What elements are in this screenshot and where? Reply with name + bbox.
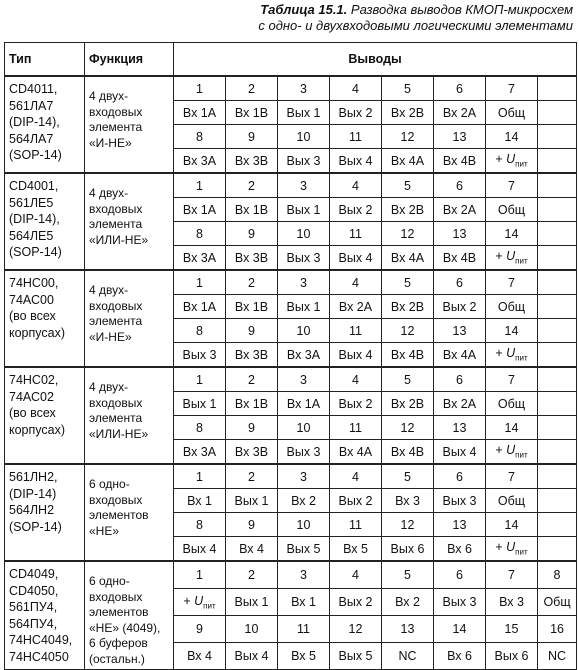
pin-signal-cell: Вх 1А (174, 295, 226, 319)
caption-line1: Разводка выводов КМОП-микросхем (347, 2, 573, 17)
pin-signal-cell: Вых 1 (278, 295, 330, 319)
pinout-table (4, 42, 577, 670)
chip-type-cell: CD4011, 561ЛА7 (DIP-14), 564ЛА7 (SOP-14) (5, 76, 85, 173)
pin-number-cell: 12 (382, 416, 434, 440)
pin-number-cell: 1 (174, 464, 226, 489)
pin-number-cell: 2 (226, 367, 278, 392)
pin-signal-cell: Вх 1В (226, 101, 278, 125)
pin-number-cell: 13 (434, 513, 486, 537)
pin-signal-cell (538, 392, 577, 416)
pin-number-cell: 6 (434, 173, 486, 198)
pin-signal-cell: Вх 3 (486, 589, 538, 616)
pin-signal-cell: + $U_{пит}$ (486, 343, 538, 368)
pin-signal-cell: Вых 6 (382, 537, 434, 562)
pin-signal-cell: Вых 1 (278, 198, 330, 222)
header-row (5, 43, 577, 77)
pin-signal-cell: Вх 1В (226, 295, 278, 319)
table-row (5, 367, 577, 392)
pin-number-cell: 14 (486, 222, 538, 246)
pin-number-cell: 2 (226, 464, 278, 489)
pin-number-cell: 13 (382, 616, 434, 643)
pin-signal-cell: Общ (486, 489, 538, 513)
chip-function-cell: 4 двух- входовых элемента «ИЛИ-НЕ» (85, 367, 174, 464)
pin-number-cell (538, 222, 577, 246)
pin-number-cell: 8 (174, 125, 226, 149)
pin-number-cell: 11 (278, 616, 330, 643)
pin-number-cell: 1 (174, 173, 226, 198)
pin-number-cell: 3 (278, 173, 330, 198)
pin-signal-cell: Вых 1 (174, 392, 226, 416)
pin-number-cell: 9 (226, 416, 278, 440)
pin-number-cell: 10 (278, 319, 330, 343)
pin-number-cell: 9 (226, 513, 278, 537)
pin-signal-cell: Вых 5 (278, 537, 330, 562)
table-row (5, 464, 577, 489)
pin-number-cell: 10 (278, 416, 330, 440)
pin-signal-cell: Вх 3В (226, 149, 278, 174)
pin-number-cell: 8 (174, 416, 226, 440)
pin-number-cell: 16 (538, 616, 577, 643)
pin-signal-cell: Вх 2В (382, 295, 434, 319)
pin-signal-cell: Вых 3 (434, 489, 486, 513)
pin-number-cell: 6 (434, 561, 486, 589)
pin-number-cell: 1 (174, 270, 226, 295)
pin-number-cell (538, 513, 577, 537)
pin-signal-cell: + $U_{пит}$ (174, 589, 226, 616)
pin-signal-cell: Вх 3В (226, 343, 278, 368)
chip-function-cell: 6 одно- входовых элементов «НЕ» (85, 464, 174, 561)
pin-number-cell: 1 (174, 561, 226, 589)
pin-number-cell: 4 (330, 173, 382, 198)
pin-number-cell: 9 (226, 222, 278, 246)
pin-signal-cell: Вх 4 (226, 537, 278, 562)
pin-signal-cell: Вых 1 (226, 489, 278, 513)
pin-signal-cell (538, 295, 577, 319)
pin-signal-cell: Вх 2А (434, 198, 486, 222)
pin-signal-cell: Вх 3А (278, 343, 330, 368)
pin-number-cell: 12 (382, 222, 434, 246)
pin-number-cell: 10 (278, 222, 330, 246)
pin-signal-cell: Вх 4 (174, 643, 226, 670)
pin-signal-cell: Вх 1А (278, 392, 330, 416)
table-row (5, 561, 577, 589)
pin-number-cell: 7 (486, 173, 538, 198)
pin-number-cell: 6 (434, 367, 486, 392)
pin-signal-cell: Вх 5 (330, 537, 382, 562)
pin-signal-cell: + $U_{пит}$ (486, 537, 538, 562)
pin-signal-cell: Вх 4В (382, 440, 434, 465)
pin-number-cell: 8 (174, 513, 226, 537)
pin-number-cell: 4 (330, 561, 382, 589)
pin-signal-cell: Вх 1 (174, 489, 226, 513)
pin-number-cell: 5 (382, 561, 434, 589)
chip-type-cell: CD4049, CD4050, 561ПУ4, 564ПУ4, 74НС4049, 74НС4050 (5, 561, 85, 670)
pin-number-cell: 3 (278, 270, 330, 295)
pin-number-cell (538, 270, 577, 295)
pin-signal-cell: Вх 2В (382, 198, 434, 222)
pin-signal-cell: Вх 3 (382, 489, 434, 513)
pin-number-cell: 11 (330, 125, 382, 149)
pin-signal-cell (538, 537, 577, 562)
pin-signal-cell: Вх 2А (434, 392, 486, 416)
pin-signal-cell: Вх 2А (434, 101, 486, 125)
pin-number-cell: 2 (226, 76, 278, 101)
pin-signal-cell: Вх 4В (434, 246, 486, 271)
pin-signal-cell: Вх 3В (226, 440, 278, 465)
pin-signal-cell: Вых 4 (330, 246, 382, 271)
pin-number-cell: 9 (174, 616, 226, 643)
table-row (5, 173, 577, 198)
pin-number-cell: 6 (434, 464, 486, 489)
pin-signal-cell: Вх 4А (382, 246, 434, 271)
pin-number-cell: 4 (330, 270, 382, 295)
pin-number-cell: 7 (486, 367, 538, 392)
chip-function-cell: 4 двух- входовых элемента «ИЛИ-НЕ» (85, 173, 174, 270)
pin-number-cell: 7 (486, 76, 538, 101)
pin-signal-cell: Вых 3 (278, 246, 330, 271)
pin-number-cell: 5 (382, 76, 434, 101)
caption-line2: с одно- и двухвходовыми логическими элементами (258, 18, 573, 33)
pin-number-cell: 13 (434, 319, 486, 343)
pin-signal-cell: Вх 1 (278, 589, 330, 616)
pin-number-cell: 9 (226, 319, 278, 343)
pin-number-cell: 5 (382, 464, 434, 489)
pin-signal-cell: Вх 3А (174, 246, 226, 271)
pin-number-cell: 7 (486, 561, 538, 589)
pin-number-cell (538, 416, 577, 440)
pin-signal-cell: Вых 2 (330, 101, 382, 125)
pin-signal-cell: Вых 4 (174, 537, 226, 562)
pin-number-cell (538, 76, 577, 101)
pin-number-cell: 1 (174, 367, 226, 392)
pin-signal-cell: Вых 4 (330, 343, 382, 368)
pin-signal-cell: Общ (486, 392, 538, 416)
pin-number-cell: 10 (278, 513, 330, 537)
table-row (5, 270, 577, 295)
pin-number-cell: 14 (486, 319, 538, 343)
chip-function-cell: 4 двух- входовых элемента «И-НЕ» (85, 76, 174, 173)
pin-signal-cell: Вх 4А (434, 343, 486, 368)
pin-signal-cell: Вх 2 (382, 589, 434, 616)
pin-number-cell: 6 (434, 270, 486, 295)
pin-number-cell: 3 (278, 76, 330, 101)
pin-number-cell (538, 464, 577, 489)
pin-number-cell: 11 (330, 416, 382, 440)
pin-signal-cell: NC (538, 643, 577, 670)
pin-signal-cell (538, 149, 577, 174)
pin-number-cell: 10 (226, 616, 278, 643)
pin-signal-cell (538, 101, 577, 125)
pin-number-cell: 7 (486, 270, 538, 295)
pin-signal-cell (538, 198, 577, 222)
pin-number-cell: 10 (278, 125, 330, 149)
pin-signal-cell: Вх 3А (174, 149, 226, 174)
pin-signal-cell: Вх 1В (226, 392, 278, 416)
pin-number-cell: 3 (278, 367, 330, 392)
pin-number-cell: 2 (226, 270, 278, 295)
header-type: Тип (5, 43, 85, 77)
pin-signal-cell: Вых 2 (330, 589, 382, 616)
table-row (5, 76, 577, 101)
pin-number-cell: 4 (330, 76, 382, 101)
pin-number-cell: 1 (174, 76, 226, 101)
pin-signal-cell: Вх 6 (434, 643, 486, 670)
pin-number-cell: 13 (434, 125, 486, 149)
pin-number-cell (538, 367, 577, 392)
pin-signal-cell: Вых 4 (434, 440, 486, 465)
chip-function-cell: 6 одно- входовых элементов «НЕ» (4049), 6 буферов (остальн.) (85, 561, 174, 670)
pin-number-cell: 11 (330, 513, 382, 537)
pin-signal-cell: Общ (538, 589, 577, 616)
pin-signal-cell: Вх 1В (226, 198, 278, 222)
pin-signal-cell: NC (382, 643, 434, 670)
pin-signal-cell: Вых 3 (434, 589, 486, 616)
pin-number-cell: 13 (434, 222, 486, 246)
pin-number-cell: 11 (330, 319, 382, 343)
pin-signal-cell: Вых 2 (330, 392, 382, 416)
pin-number-cell: 2 (226, 173, 278, 198)
pin-signal-cell: Вх 3В (226, 246, 278, 271)
pin-signal-cell: Вх 4А (382, 149, 434, 174)
pin-number-cell (538, 319, 577, 343)
pin-signal-cell: Вых 1 (278, 101, 330, 125)
pin-signal-cell (538, 489, 577, 513)
pin-number-cell: 14 (486, 513, 538, 537)
pin-signal-cell: + $U_{пит}$ (486, 149, 538, 174)
pin-signal-cell: Вх 6 (434, 537, 486, 562)
pin-signal-cell: Вых 1 (226, 589, 278, 616)
pin-number-cell: 14 (486, 416, 538, 440)
pin-number-cell: 14 (434, 616, 486, 643)
pin-signal-cell: Вых 4 (226, 643, 278, 670)
pin-signal-cell: Вых 6 (486, 643, 538, 670)
pin-signal-cell: + $U_{пит}$ (486, 440, 538, 465)
header-function: Функция (85, 43, 174, 77)
pin-number-cell: 6 (434, 76, 486, 101)
header-pins: Выводы (174, 43, 577, 77)
pin-number-cell: 7 (486, 464, 538, 489)
pin-number-cell: 8 (174, 319, 226, 343)
pin-number-cell: 2 (226, 561, 278, 589)
pin-signal-cell (538, 246, 577, 271)
pin-number-cell: 4 (330, 464, 382, 489)
pin-number-cell: 3 (278, 464, 330, 489)
chip-type-cell: 561ЛН2, (DIP-14) 564ЛН2 (SOP-14) (5, 464, 85, 561)
pin-number-cell: 12 (382, 513, 434, 537)
pin-number-cell: 4 (330, 367, 382, 392)
pin-number-cell: 15 (486, 616, 538, 643)
pin-number-cell: 8 (174, 222, 226, 246)
pin-number-cell: 8 (538, 561, 577, 589)
pin-signal-cell: Вых 2 (330, 489, 382, 513)
pin-signal-cell: Общ (486, 101, 538, 125)
pin-signal-cell: Вх 2В (382, 101, 434, 125)
pin-number-cell: 5 (382, 270, 434, 295)
pin-number-cell: 11 (330, 222, 382, 246)
pin-number-cell: 3 (278, 561, 330, 589)
pin-number-cell: 12 (382, 125, 434, 149)
pin-signal-cell (538, 440, 577, 465)
pin-signal-cell: Вых 3 (174, 343, 226, 368)
pin-signal-cell: Вых 5 (330, 643, 382, 670)
pin-signal-cell: Вх 2В (382, 392, 434, 416)
pin-signal-cell: Вых 4 (330, 149, 382, 174)
pin-signal-cell: Вх 2А (330, 295, 382, 319)
chip-type-cell: 74НС02, 74АС02 (во всех корпусах) (5, 367, 85, 464)
table-caption (258, 2, 573, 34)
pin-signal-cell: Вх 4В (434, 149, 486, 174)
pin-signal-cell (538, 343, 577, 368)
pin-number-cell: 5 (382, 173, 434, 198)
pin-signal-cell: Вых 3 (278, 149, 330, 174)
pin-number-cell (538, 125, 577, 149)
chip-type-cell: 74НС00, 74АС00 (во всех корпусах) (5, 270, 85, 367)
pin-signal-cell: Вх 3А (174, 440, 226, 465)
pin-signal-cell: Вх 4В (382, 343, 434, 368)
pin-signal-cell: Вх 1А (174, 198, 226, 222)
pin-signal-cell: + $U_{пит}$ (486, 246, 538, 271)
pin-signal-cell: Вых 2 (434, 295, 486, 319)
pin-number-cell: 12 (330, 616, 382, 643)
caption-lead: Таблица 15.1. (260, 2, 348, 17)
chip-function-cell: 4 двух- входовых элемента «И-НЕ» (85, 270, 174, 367)
pin-number-cell: 5 (382, 367, 434, 392)
pin-number-cell (538, 173, 577, 198)
pin-signal-cell: Вх 2 (278, 489, 330, 513)
pin-signal-cell: Вх 5 (278, 643, 330, 670)
pin-number-cell: 13 (434, 416, 486, 440)
pin-signal-cell: Общ (486, 295, 538, 319)
pin-signal-cell: Общ (486, 198, 538, 222)
pin-number-cell: 12 (382, 319, 434, 343)
pin-signal-cell: Вых 2 (330, 198, 382, 222)
pin-number-cell: 9 (226, 125, 278, 149)
pin-number-cell: 14 (486, 125, 538, 149)
pin-signal-cell: Вых 3 (278, 440, 330, 465)
pin-signal-cell: Вх 4А (330, 440, 382, 465)
pin-signal-cell: Вх 1А (174, 101, 226, 125)
chip-type-cell: CD4001, 561ЛЕ5 (DIP-14), 564ЛЕ5 (SOP-14) (5, 173, 85, 270)
